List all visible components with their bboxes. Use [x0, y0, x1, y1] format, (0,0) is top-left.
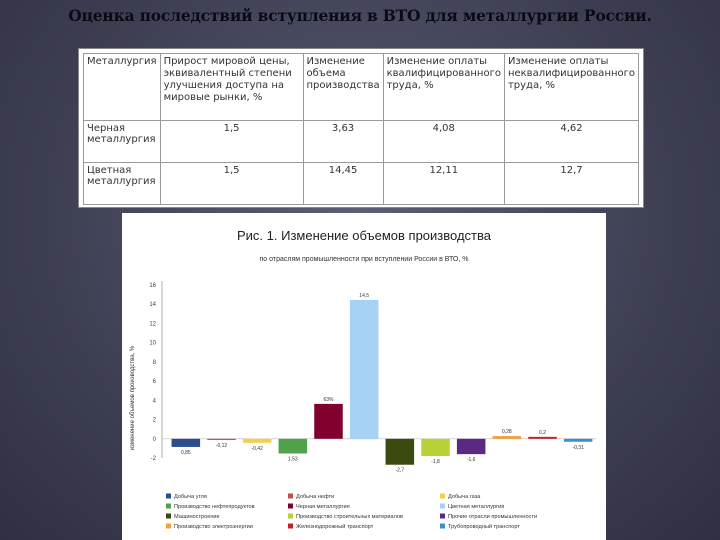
table-row [84, 121, 639, 163]
data-table-panel [78, 48, 644, 208]
y-tick-label: 6 [152, 379, 156, 386]
table-cell: Цветная металлургия [84, 163, 161, 205]
chart-bar [457, 439, 486, 454]
table-cell: 12,7 [504, 163, 638, 205]
y-axis-label: изменение объемов производства, % [130, 345, 136, 451]
bar-data-label: 14,5 [359, 292, 370, 299]
y-tick-label: 0 [152, 436, 156, 443]
table-cell: 12,11 [383, 163, 504, 205]
table-header: Изменение оплаты неквалифицированного труда, % [504, 54, 638, 121]
chart-bar [243, 439, 272, 443]
y-tick-label: 12 [149, 321, 156, 328]
chart-bar [172, 439, 201, 447]
legend-label: Производство электроэнергии [174, 524, 253, 530]
wto-metallurgy-table [83, 53, 639, 205]
table-cell: 1,5 [160, 163, 303, 205]
y-tick-label: 14 [149, 302, 156, 309]
legend-label: Цветная металлургия [448, 504, 505, 510]
legend-label: Прочие отрасли промышленности [448, 514, 538, 520]
table-row [84, 163, 639, 205]
legend-label: Добыча нефти [296, 494, 335, 500]
legend-label: Добыча газа [448, 494, 481, 500]
legend-swatch [440, 514, 445, 519]
chart-title: Рис. 1. Изменение объемов производства [236, 228, 492, 243]
legend-swatch [440, 524, 445, 529]
chart-bar [314, 404, 343, 439]
bar-data-label: 0,2 [539, 429, 546, 436]
legend-label: Трубопроводный транспорт [448, 524, 520, 530]
chart-bar [279, 439, 308, 454]
bar-data-label: -1,6 [466, 457, 476, 464]
table-cell: 3,63 [303, 121, 383, 163]
chart-bar [207, 439, 236, 440]
y-tick-label: 2 [152, 417, 156, 424]
table-header: Прирост мировой цены, эквивалентный степени улучшения доступа на мировые рынки, % [160, 54, 303, 121]
y-tick-label: 16 [149, 283, 156, 289]
legend-swatch [288, 524, 293, 529]
table-cell: 4,62 [504, 121, 638, 163]
bar-data-label: -2,7 [395, 467, 405, 474]
bar-data-label: 1,53 [287, 456, 298, 463]
bar-data-label: -0,42 [251, 445, 263, 452]
bar-data-label: -0,31 [572, 444, 584, 451]
legend-swatch [166, 524, 171, 529]
legend-swatch [166, 504, 171, 509]
legend-swatch [288, 494, 293, 499]
y-tick-label: 4 [152, 398, 156, 405]
chart-bar [564, 439, 593, 442]
bar-data-label: 0,28 [501, 429, 512, 436]
table-header: Металлургия [84, 54, 161, 121]
legend-label: Железнодорожный транспорт [296, 524, 374, 530]
table-cell: 1,5 [160, 121, 303, 163]
legend-swatch [166, 494, 171, 499]
legend-swatch [288, 514, 293, 519]
legend-swatch [440, 494, 445, 499]
chart-bar [528, 437, 557, 439]
bar-data-label: 63% [323, 396, 334, 403]
chart-svg [122, 213, 606, 540]
legend-label: Производство строительных материалов [296, 514, 403, 520]
y-tick-label: -2 [150, 456, 156, 462]
chart-bar [350, 300, 379, 439]
legend-swatch [166, 514, 171, 519]
table-header: Изменение оплаты квалифицированного труда, % [383, 54, 504, 121]
table-cell: Черная металлургия [84, 121, 161, 163]
production-change-chart [122, 213, 606, 540]
table-cell: 4,08 [383, 121, 504, 163]
y-tick-label: 8 [152, 359, 156, 366]
chart-bar [421, 439, 450, 456]
legend-label: Машиностроение [174, 514, 220, 520]
chart-bar [493, 436, 522, 439]
bar-data-label: 0,85 [180, 449, 191, 456]
y-tick-label: 10 [149, 340, 156, 347]
legend-label: Добыча угля [174, 494, 207, 500]
chart-bar [386, 439, 415, 465]
table-cell: 14,45 [303, 163, 383, 205]
table-header: Изменение объема производства [303, 54, 383, 121]
legend-label: Производство нефтепродуктов [174, 504, 255, 510]
legend-label: Черная металлургия [296, 504, 350, 510]
bar-data-label: -0,12 [215, 442, 228, 449]
chart-subtitle: по отраслям промышленности при вступлении России в ВТО, % [259, 256, 469, 263]
slide-title: Оценка последствий вступления в ВТО для металлургии России. [68, 6, 652, 25]
legend-swatch [288, 504, 293, 509]
legend-swatch [440, 504, 445, 509]
bar-data-label: -1,8 [431, 459, 440, 466]
